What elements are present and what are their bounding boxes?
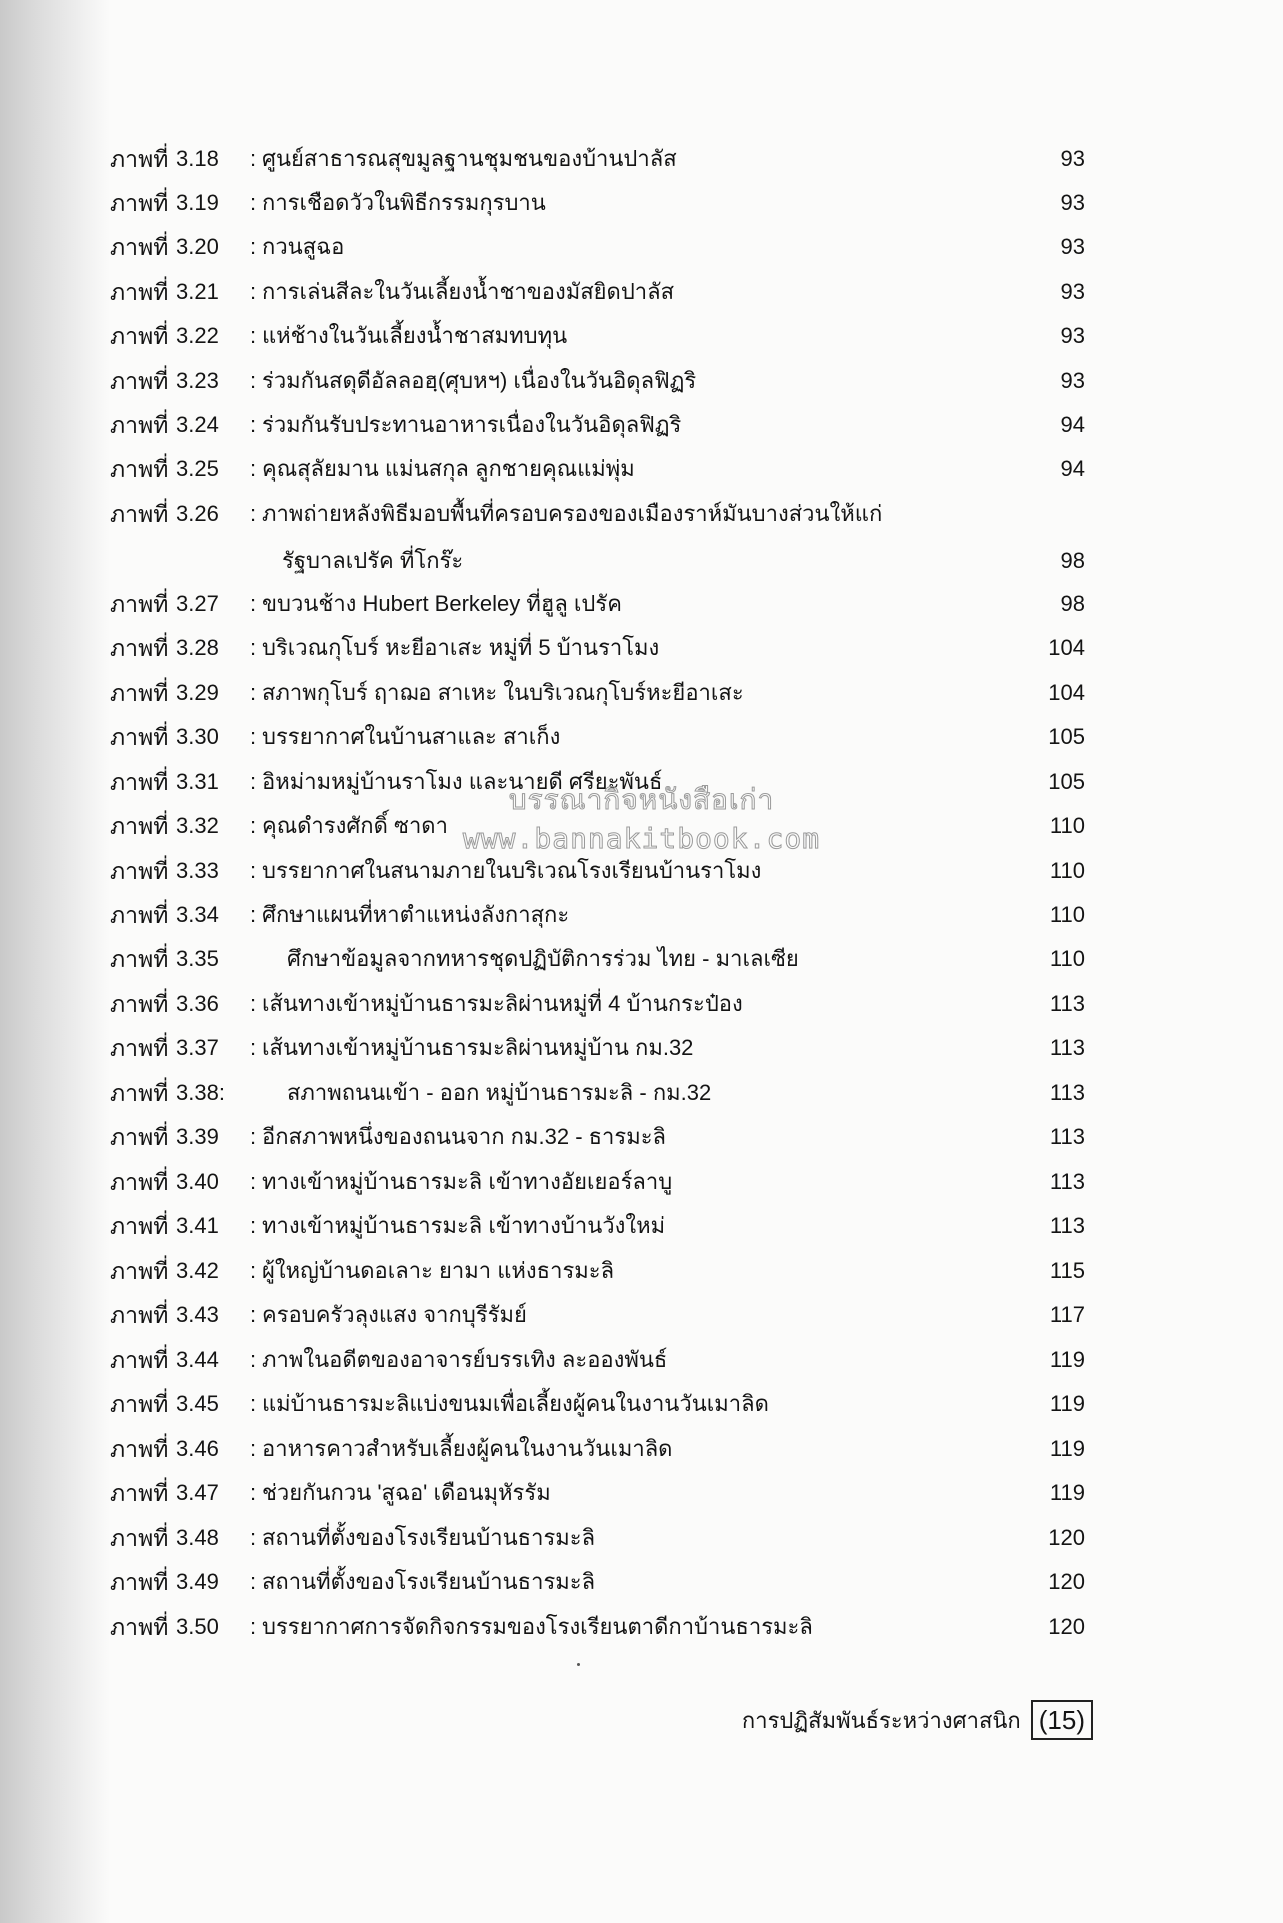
entry-separator: : [250, 368, 257, 393]
entry-number: 3.32 [176, 813, 219, 838]
entry-label: ภาพที่ [110, 1213, 169, 1239]
list-item [0, 183, 1283, 223]
entry-page: 93 [1060, 323, 1085, 348]
entry-number: 3.45 [176, 1391, 219, 1416]
entry-page: 119 [1049, 1436, 1085, 1461]
entry-label: ภาพที่ [110, 1391, 169, 1417]
entry-number: 3.19 [176, 190, 219, 215]
entry-page: 113 [1049, 1213, 1085, 1238]
entry-title: การเชือดวัวในพิธีกรรมกุรบาน [262, 190, 546, 215]
entry-label: ภาพที่ [110, 1080, 169, 1106]
entry-label: ภาพที่ [110, 1347, 169, 1373]
entry-number: 3.41 [176, 1213, 219, 1238]
entry-label: ภาพที่ [110, 234, 169, 260]
entry-label: ภาพที่ [110, 1480, 169, 1506]
list-item [0, 1117, 1283, 1157]
entry-page: 120 [1048, 1525, 1085, 1550]
running-book-title: การปฏิสัมพันธ์ระหว่างศาสนิก [741, 1707, 1021, 1733]
entry-page: 93 [1060, 279, 1085, 304]
entry-title: ครอบครัวลุงแสง จากบุรีรัมย์ [262, 1302, 527, 1327]
entry-number: 3.21 [176, 279, 219, 304]
entry-title: บรรยากาศในบ้านสาและ สาเก็ง [262, 724, 561, 749]
entry-separator: : [250, 1124, 257, 1149]
entry-title: แห่ช้างในวันเลี้ยงน้ำชาสมทบทุน [262, 323, 568, 348]
entry-page: 94 [1060, 412, 1085, 437]
entry-separator: : [250, 635, 257, 660]
list-item [0, 1073, 1283, 1113]
entry-label: ภาพที่ [110, 1525, 169, 1551]
entry-label: ภาพที่ [110, 190, 169, 216]
list-item [0, 895, 1283, 935]
entry-title: ร่วมกันสดุดีอัลลอฮฺ(ศุบหฯ) เนื่องในวันอิดุลฟิฏริ [262, 368, 697, 393]
list-item [0, 1562, 1283, 1602]
entry-separator: : [250, 991, 257, 1016]
entry-title-continuation: รัฐบาลเปรัค ที่โกร๊ะ [282, 548, 464, 573]
list-item [0, 851, 1283, 891]
entry-number: 3.44 [176, 1347, 219, 1372]
entry-label: ภาพที่ [110, 991, 169, 1017]
entry-page: 117 [1049, 1302, 1085, 1327]
entry-page: 120 [1048, 1614, 1085, 1639]
entry-label: ภาพที่ [110, 1302, 169, 1328]
entry-label: ภาพที่ [110, 680, 169, 706]
list-item [0, 1384, 1283, 1424]
entry-label: ภาพที่ [110, 1436, 169, 1462]
entry-title: สถานที่ตั้งของโรงเรียนบ้านธารมะลิ [262, 1525, 596, 1550]
list-item [0, 316, 1283, 356]
entry-title: ผู้ใหญ่บ้านดอเลาะ ยามา แห่งธารมะลิ [262, 1258, 615, 1283]
list-item [0, 984, 1283, 1024]
entry-separator: : [250, 769, 257, 794]
watermark-shop-name: บรรณากิจหนังสือเก่า [508, 784, 775, 815]
entry-separator: : [250, 1347, 257, 1372]
entry-separator: : [250, 1436, 257, 1461]
entry-title: อิหม่ามหมู่บ้านราโมง และนายดี ศรียะพันธ์ [262, 769, 663, 794]
entry-title: ช่วยกันกวน 'สูฉอ' เดือนมุหัรรัม [262, 1480, 551, 1505]
list-item [0, 494, 1283, 534]
list-item [0, 1162, 1283, 1202]
entry-title: การเล่นสีละในวันเลี้ยงน้ำชาของมัสยิดปาลัส [262, 279, 675, 304]
entry-title: ร่วมกันรับประทานอาหารเนื่องในวันอิดุลฟิฏริ [262, 412, 682, 437]
entry-label: ภาพที่ [110, 456, 169, 482]
entry-page: 110 [1049, 858, 1085, 883]
entry-page: 94 [1060, 456, 1085, 481]
entry-separator: : [250, 1569, 257, 1594]
entry-page: 93 [1060, 146, 1085, 171]
entry-separator: : [250, 680, 257, 705]
entry-separator: : [250, 1169, 257, 1194]
entry-page: 113 [1049, 1169, 1085, 1194]
entry-separator: : [250, 1480, 257, 1505]
entry-title: บรรยากาศในสนามภายในบริเวณโรงเรียนบ้านราโมง [262, 858, 762, 883]
entry-number: 3.30 [176, 724, 219, 749]
entry-title: อีกสภาพหนึ่งของถนนจาก กม.32 - ธารมะลิ [262, 1124, 667, 1149]
entry-page: 105 [1048, 769, 1085, 794]
entry-label: ภาพที่ [110, 813, 169, 839]
list-item [0, 1607, 1283, 1647]
entry-page: 93 [1060, 368, 1085, 393]
entry-title: บรรยากาศการจัดกิจกรรมของโรงเรียนตาดีกาบ้านธารมะลิ [262, 1614, 813, 1639]
entry-label: ภาพที่ [110, 1614, 169, 1640]
list-item [0, 584, 1283, 624]
list-item [0, 449, 1283, 489]
entry-title: ภาพถ่ายหลังพิธีมอบพื้นที่ครอบครองของเมืองราห์มันบางส่วนให้แก่ [262, 501, 883, 526]
entry-page: 98 [1060, 548, 1085, 573]
entry-label: ภาพที่ [110, 146, 169, 172]
entry-separator: : [250, 902, 257, 927]
entry-page: 93 [1060, 190, 1085, 215]
entry-label: ภาพที่ [110, 946, 169, 972]
entry-separator: : [250, 858, 257, 883]
entry-number: 3.29 [176, 680, 219, 705]
entry-separator: : [250, 1035, 257, 1060]
page-footer [742, 1700, 1093, 1740]
entry-separator: : [250, 323, 257, 348]
entry-title: ศึกษาข้อมูลจากทหารชุดปฏิบัติการร่วม ไทย - มาเลเซีย [287, 946, 799, 971]
entry-label: ภาพที่ [110, 1169, 169, 1195]
entry-page: 98 [1060, 591, 1085, 616]
entry-separator: : [250, 724, 257, 749]
entry-label: ภาพที่ [110, 368, 169, 394]
list-item [0, 673, 1283, 713]
entry-title: ทางเข้าหมู่บ้านธารมะลิ เข้าทางบ้านวังใหม่ [262, 1213, 666, 1238]
entry-number: 3.33 [176, 858, 219, 883]
list-item [0, 227, 1283, 267]
entry-number: 3.23 [176, 368, 219, 393]
entry-number: 3.24 [176, 412, 219, 437]
list-item-continuation [0, 541, 1283, 581]
entry-label: ภาพที่ [110, 323, 169, 349]
list-item [0, 628, 1283, 668]
entry-label: ภาพที่ [110, 412, 169, 438]
entry-title: ทางเข้าหมู่บ้านธารมะลิ เข้าทางอัยเยอร์ลาบู [262, 1169, 673, 1194]
entry-separator: : [250, 279, 257, 304]
list-item [0, 1251, 1283, 1291]
entry-title: บริเวณกุโบร์ หะยีอาเสะ หมู่ที่ 5 บ้านราโมง [262, 635, 660, 660]
entry-title: อาหารคาวสำหรับเลี้ยงผู้คนในงานวันเมาลิด [262, 1436, 673, 1461]
entry-number: 3.46 [176, 1436, 219, 1461]
entry-separator: : [250, 1302, 257, 1327]
entry-number: 3.26 [176, 501, 219, 526]
entry-number: 3.42 [176, 1258, 219, 1283]
entry-title: สภาพถนนเข้า - ออก หมู่บ้านธารมะลิ - กม.32 [287, 1080, 712, 1105]
entry-title: เส้นทางเข้าหมู่บ้านธารมะลิผ่านหมู่บ้าน กม.32 [262, 1035, 694, 1060]
entry-label: ภาพที่ [110, 1124, 169, 1150]
entry-number: 3.25 [176, 456, 219, 481]
list-item [0, 1429, 1283, 1469]
entry-label: ภาพที่ [110, 902, 169, 928]
list-item [0, 405, 1283, 445]
entry-page: 119 [1049, 1391, 1085, 1416]
entry-separator: : [250, 146, 257, 171]
entry-number: 3.31 [176, 769, 219, 794]
entry-separator: : [250, 456, 257, 481]
entry-page: 110 [1049, 813, 1085, 838]
entry-separator: : [250, 234, 257, 259]
entry-label: ภาพที่ [110, 1258, 169, 1284]
entry-number: 3.20 [176, 234, 219, 259]
list-item [0, 272, 1283, 312]
entry-label: ภาพที่ [110, 279, 169, 305]
entry-number: 3.40 [176, 1169, 219, 1194]
entry-page: 113 [1049, 1124, 1085, 1149]
entry-label: ภาพที่ [110, 591, 169, 617]
entry-page: 115 [1049, 1258, 1085, 1283]
entry-page: 110 [1049, 902, 1085, 927]
entry-page: 105 [1048, 724, 1085, 749]
entry-number: 3.38: [176, 1080, 225, 1105]
entry-title: ขบวนช้าง Hubert Berkeley ที่ฮูลู เปรัค [262, 591, 622, 616]
entry-page: 113 [1049, 1035, 1085, 1060]
entry-number: 3.27 [176, 591, 219, 616]
entry-separator: : [250, 1213, 257, 1238]
entry-page: 110 [1049, 946, 1085, 971]
entry-separator: : [250, 190, 257, 215]
list-item [0, 717, 1283, 757]
list-item [0, 1473, 1283, 1513]
entry-page: 113 [1049, 991, 1085, 1016]
entry-number: 3.36 [176, 991, 219, 1016]
entry-label: ภาพที่ [110, 1569, 169, 1595]
entry-number: 3.37 [176, 1035, 219, 1060]
paper-speck [577, 1663, 580, 1666]
entry-label: ภาพที่ [110, 724, 169, 750]
entry-page: 93 [1060, 234, 1085, 259]
entry-number: 3.43 [176, 1302, 219, 1327]
entry-number: 3.18 [176, 146, 219, 171]
page-number-box: (15) [1031, 1700, 1093, 1740]
entry-title: ศูนย์สาธารณสุขมูลฐานชุมชนของบ้านปาลัส [262, 146, 677, 171]
list-item [0, 139, 1283, 179]
list-item [0, 1295, 1283, 1335]
entry-number: 3.34 [176, 902, 219, 927]
entry-separator: : [250, 501, 257, 526]
list-item [0, 1206, 1283, 1246]
entry-label: ภาพที่ [110, 769, 169, 795]
entry-separator: : [250, 1258, 257, 1283]
entry-separator: : [250, 1391, 257, 1416]
entry-number: 3.49 [176, 1569, 219, 1594]
entry-separator: : [250, 1614, 257, 1639]
list-item [0, 1028, 1283, 1068]
entry-title: ศึกษาแผนที่หาตำแหน่งลังกาสุกะ [262, 902, 570, 927]
entry-separator: : [250, 591, 257, 616]
entry-page: 113 [1049, 1080, 1085, 1105]
entry-title: ภาพในอดีตของอาจารย์บรรเทิง ละอองพันธ์ [262, 1347, 668, 1372]
watermark-url: www.bannakitbook.com [462, 822, 821, 855]
entry-page: 104 [1048, 680, 1085, 705]
entry-title: คุณสุลัยมาน แม่นสกุล ลูกชายคุณแม่พุ่ม [262, 456, 635, 481]
entry-title: สถานที่ตั้งของโรงเรียนบ้านธารมะลิ [262, 1569, 596, 1594]
list-item [0, 361, 1283, 401]
entry-separator: : [250, 412, 257, 437]
entry-separator: : [250, 813, 257, 838]
entry-page: 104 [1048, 635, 1085, 660]
entry-number: 3.35 [176, 946, 219, 971]
entry-label: ภาพที่ [110, 858, 169, 884]
list-item [0, 939, 1283, 979]
entry-number: 3.50 [176, 1614, 219, 1639]
entry-separator: : [250, 1525, 257, 1550]
entry-label: ภาพที่ [110, 1035, 169, 1061]
list-item [0, 1340, 1283, 1380]
entry-page: 119 [1049, 1480, 1085, 1505]
entry-title: คุณดำรงศักดิ์ ซาดา [262, 813, 448, 838]
entry-title: กวนสูฉอ [262, 234, 345, 259]
entry-page: 120 [1048, 1569, 1085, 1594]
entry-number: 3.28 [176, 635, 219, 660]
entry-label: ภาพที่ [110, 635, 169, 661]
entry-title: เส้นทางเข้าหมู่บ้านธารมะลิผ่านหมู่ที่ 4 บ้านกระป๋อง [262, 991, 743, 1016]
list-item [0, 1518, 1283, 1558]
entry-number: 3.39 [176, 1124, 219, 1149]
entry-number: 3.47 [176, 1480, 219, 1505]
entry-number: 3.22 [176, 323, 219, 348]
entry-title: แม่บ้านธารมะลิแบ่งขนมเพื่อเลี้ยงผู้คนในงานวันเมาลิด [262, 1391, 769, 1416]
entry-label: ภาพที่ [110, 501, 169, 527]
entry-page: 119 [1049, 1347, 1085, 1372]
entry-number: 3.48 [176, 1525, 219, 1550]
entry-title: สภาพกุโบร์ ฤาฌอ สาเหะ ในบริเวณกุโบร์หะยีอาเสะ [262, 680, 744, 705]
